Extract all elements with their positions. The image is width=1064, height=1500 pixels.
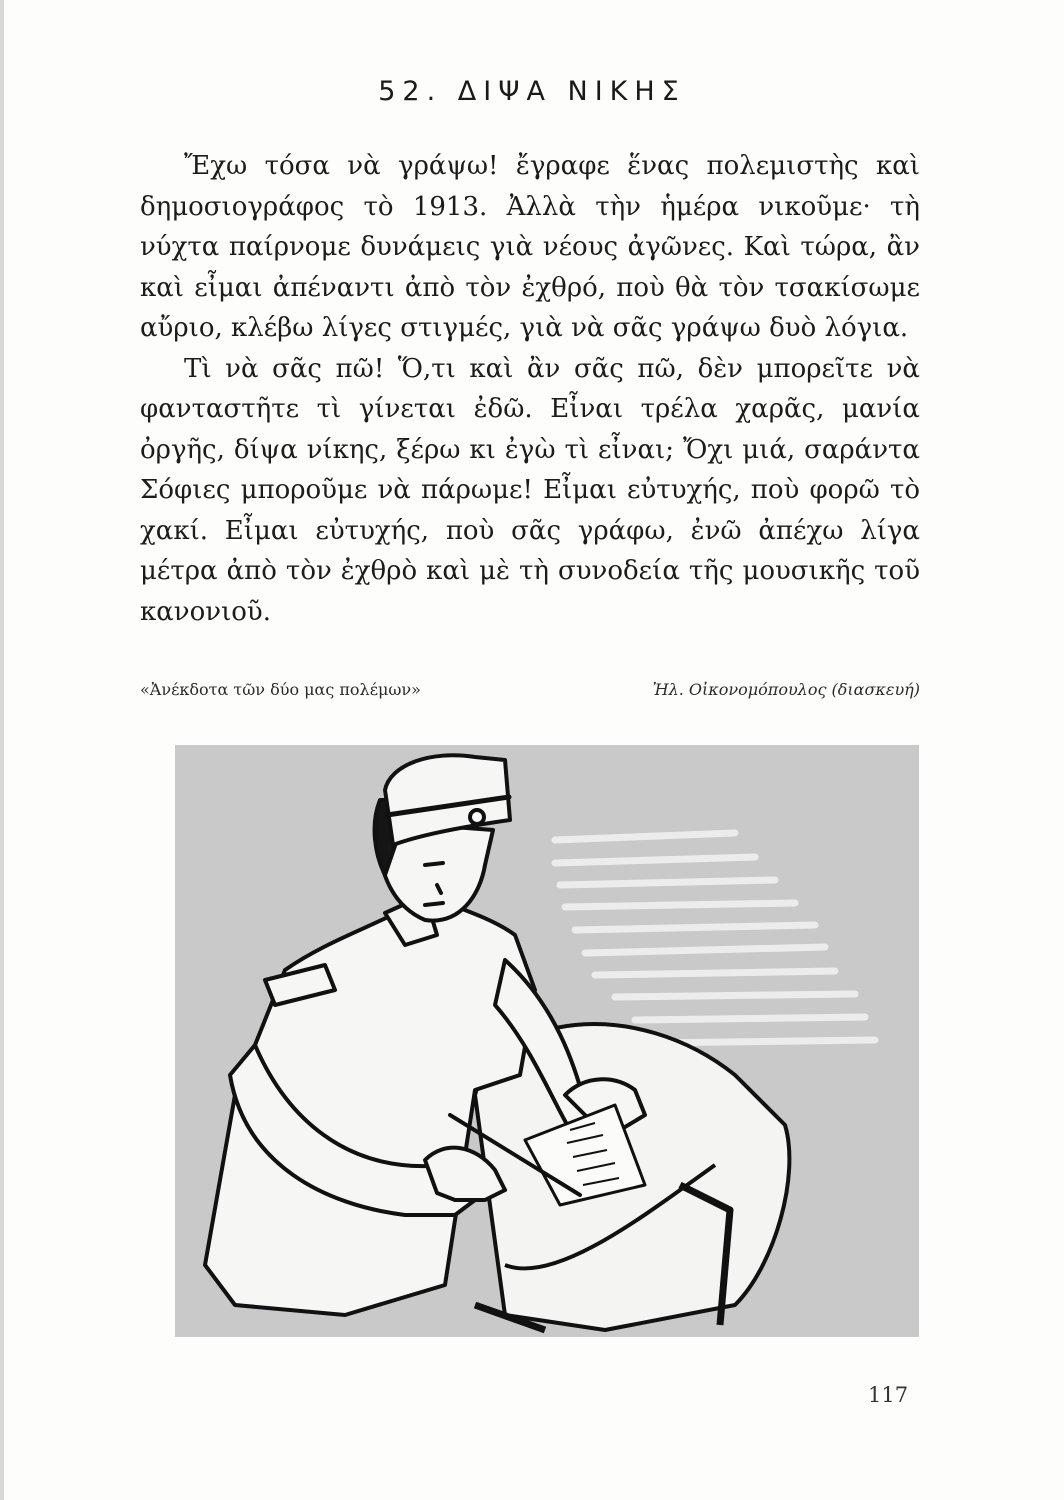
soldier-writing-illustration [175, 745, 919, 1337]
cap-badge [470, 810, 484, 824]
source-attribution [140, 680, 920, 699]
paragraph-1: Ἔχω τόσα νὰ γράψω! ἔγραφε ἕνας πολεμιστὴς καὶ δημοσιογράφος τὸ 1913. Ἀλλὰ τὴν ἡμέρα νικοῦμε· τὴ νύχτα παίρνομε δυνάμεις γιὰ νέους ἀγῶνες. Καὶ τώρα, ἂν καὶ εἶμαι ἀπέναντι ἀπὸ τὸν ἐχθρό, ποὺ θὰ τὸν τσακίσωμε αὔριο, κλέβω λίγες στιγμές, γιὰ νὰ σᾶς γράψω δυὸ λόγια. [140, 151, 920, 343]
body-text [140, 146, 920, 632]
page-number: 117 [868, 1383, 909, 1407]
source-author: Ἠλ. Οἰκονομόπουλος (διασκευή) [652, 680, 920, 699]
source-work: «Ἀνέκδοτα τῶν δύο μας πολέμων» [140, 680, 421, 699]
page-title: 52. ΔΙΨΑ ΝΙΚΗΣ [378, 76, 686, 107]
paragraph-2: Τὶ νὰ σᾶς πῶ! Ὅ,τι καὶ ἂν σᾶς πῶ, δὲν μπορεῖτε νὰ φανταστῆτε τὶ γίνεται ἐδῶ. Εἶναι τρέλα χαρᾶς, μανία ὀργῆς, δίψα νίκης, ξέρω κι ἐγὼ τὶ εἶναι; Ὄχι μιά, σαράντα Σόφιες μποροῦμε νὰ πάρωμε! Εἶμαι εὐτυχής, ποὺ φορῶ τὸ χακί. Εἶμαι εὐτυχής, ποὺ σᾶς γράφω, ἐνῶ ἀπέχω λίγα μέτρα ἀπὸ τὸν ἐχθρὸ καὶ μὲ τὴ συνοδεία τῆς μουσικῆς τοῦ κανονιοῦ. [140, 353, 920, 627]
page-edge [0, 0, 4, 1500]
